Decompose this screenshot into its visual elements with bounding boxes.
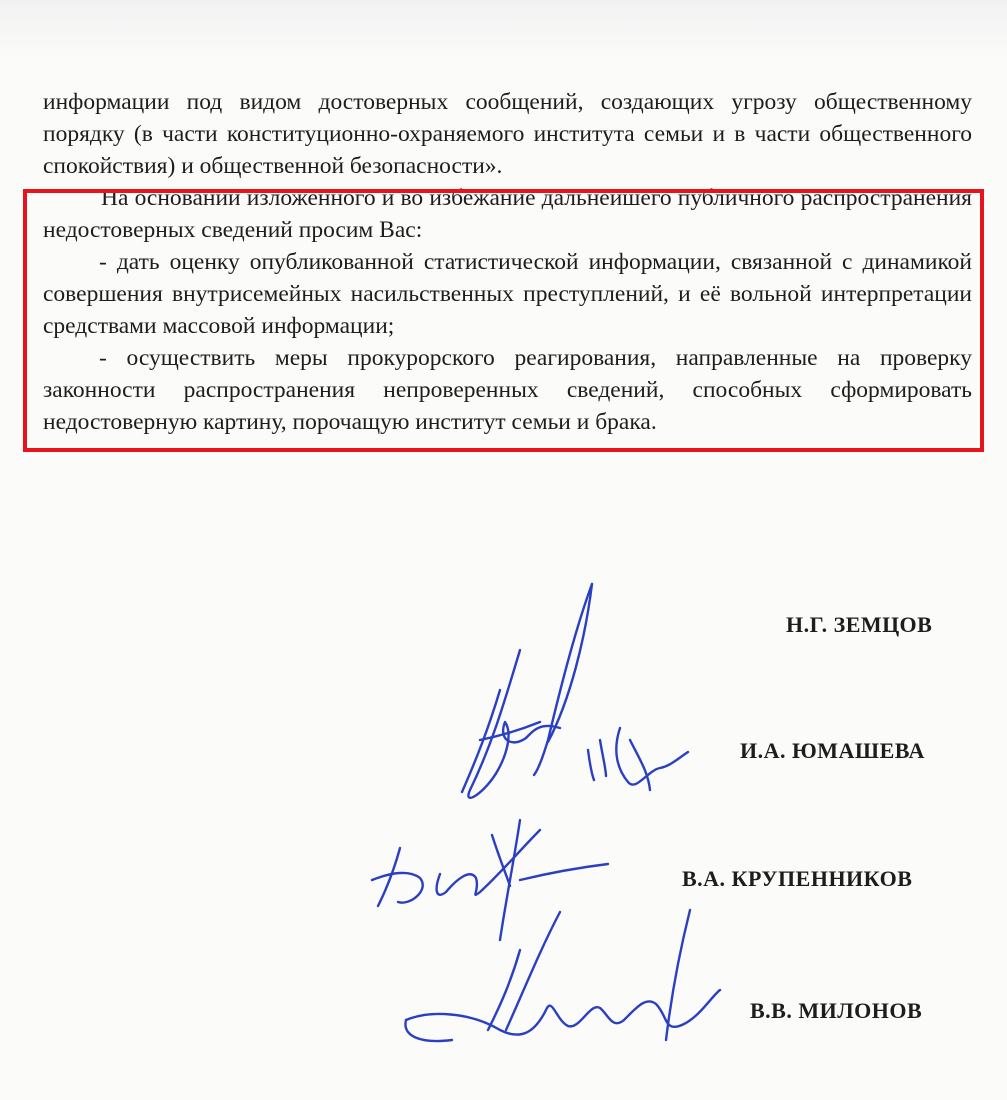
intro-paragraph: информации под видом достоверных сообщений, создающих угрозу общественному порядку (в части конституционно-охраняемого института семьи и в части общественного спокойствия) и общественной безопасности».: [43, 89, 972, 179]
request-item-1: - дать оценку опубликованной статистической информации, связанной с динамикой совершения внутрисемейных насильственных преступлений, и её вольной интерпретации средствами массовой информации;: [43, 249, 972, 339]
signature-zemtsov: [462, 584, 592, 798]
signature-yumasheva: [588, 728, 688, 790]
request-paragraph: На основании изложенного и во избежание дальнейшего публичного распространения недостоверных сведений просим Вас:: [43, 185, 972, 243]
signature-krupennikov: [372, 820, 608, 940]
request-item-2: - осуществить меры прокурорского реагирования, направленные на проверку законности распространения непроверенных сведений, способных сформировать недостоверную картину, порочащую институт семьи и брака.: [43, 345, 972, 435]
signatory-name-zemtsov: Н.Г. ЗЕМЦОВ: [786, 612, 933, 637]
signatory-name-yumasheva: И.А. ЮМАШЕВА: [740, 738, 925, 763]
signatory-name-milonov: В.В. МИЛОНОВ: [750, 998, 923, 1023]
signature-milonov: [405, 910, 720, 1041]
signatory-name-krupennikov: В.А. КРУПЕННИКОВ: [682, 866, 913, 891]
